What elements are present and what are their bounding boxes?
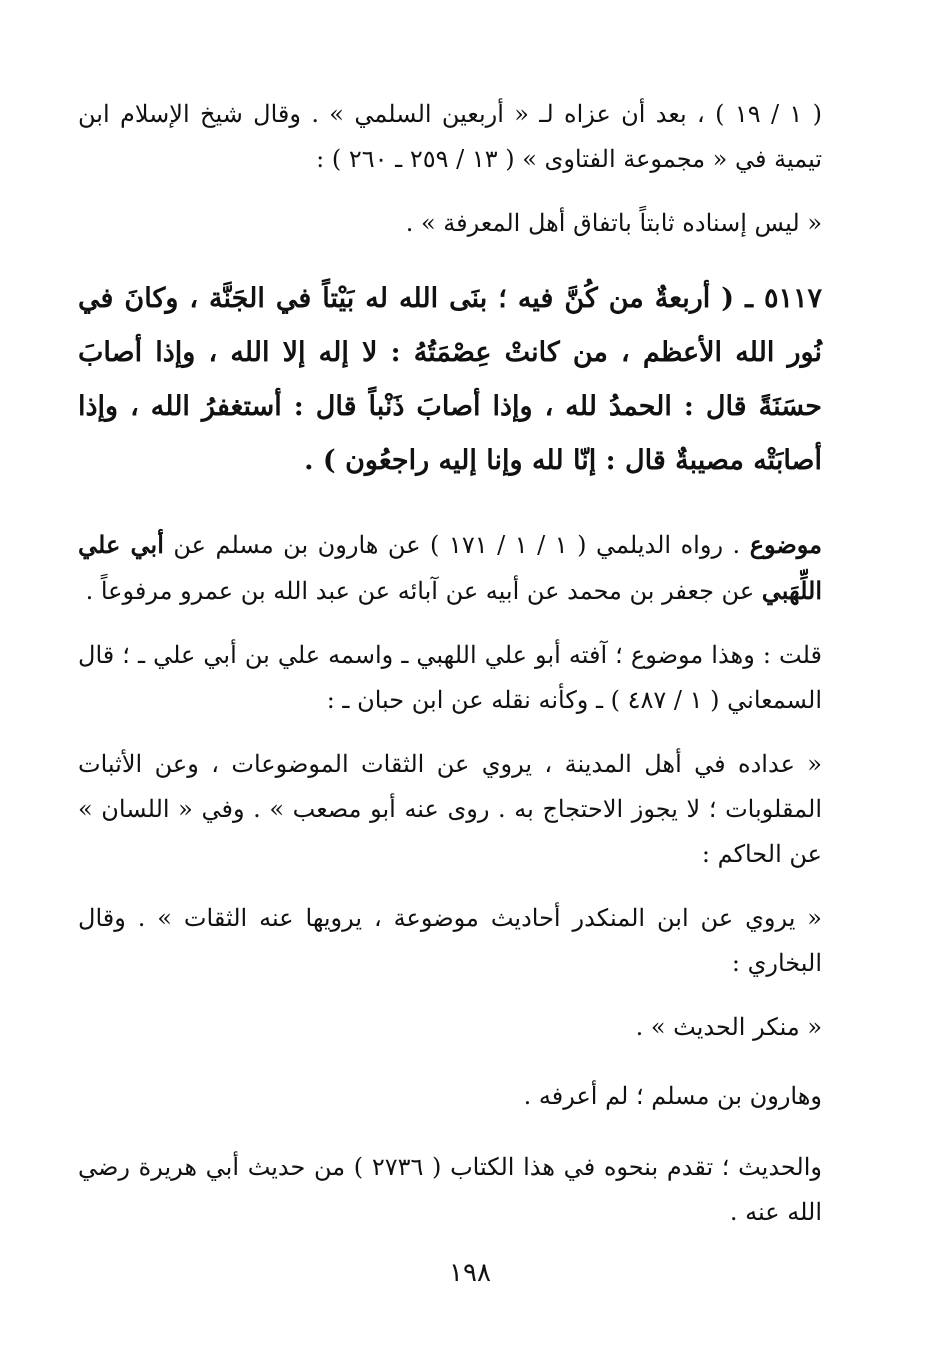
paragraph-citation-ibn-taymiyya: ( ١ / ١٩ ) ، بعد أن عزاه لـ « أربعين السلمي » . وقال شيخ الإسلام ابن تيمية في « مجموعة الفتاوى » ( ١٣ / ٢٥٩ ـ ٢٦٠ ) : xyxy=(78,100,823,173)
paragraph-quote-hakim: « يروي عن ابن المنكدر أحاديث موضوعة ، يرويها عنه الثقات » . وقال البخاري : xyxy=(78,904,822,977)
paragraph-quote-bukhari: « منكر الحديث » . xyxy=(635,1013,822,1041)
narrator-name: أبي علي اللِّهَبي xyxy=(78,530,822,605)
hadith-number: ٥١١٧ ـ xyxy=(745,283,822,314)
paragraph-harun: وهارون بن مسلم ؛ لم أعرفه . xyxy=(523,1082,822,1110)
ruling-text-b: عن جعفر بن محمد عن أبيه عن آبائه عن عبد الله بن عمرو مرفوعاً . xyxy=(85,577,762,605)
ruling-text-a: . رواه الديلمي ( ١ / ١ / ١٧١ ) عن هارون بن مسلم عن xyxy=(163,531,750,559)
paragraph-ruling xyxy=(78,522,822,614)
hadith-text: ( أربعةٌ من كُنَّ فيه ؛ بنَى الله له بَيْتاً في الجَنَّة ، وكانَ في نُور الله الأعظم ، من كانتْ عِصْمَتُهُ : لا إله إلا الله ، وإذا أصابَ حسَنَةً قال : الحمدُ لله ، وإذا أصابَ ذَنْباً قال : أستغفرُ الله ، وإذا أصابَتْه مصيبةٌ قال : إنّا لله وإنا إليه راجعُون ) . xyxy=(78,283,822,476)
paragraph-quote-isnad: « ليس إسناده ثابتاً باتفاق أهل المعرفة » . xyxy=(405,209,822,237)
paragraph-commentary: قلت : وهذا موضوع ؛ آفته أبو علي اللهبي ـ واسمه علي بن أبي علي ـ ؛ قال السمعاني ( ١ / ٤٨٧ ) ـ وكأنه نقله عن ابن حبان ـ : xyxy=(78,641,822,714)
hadith-entry xyxy=(78,272,822,488)
page-number: ١٩٨ xyxy=(449,1258,491,1288)
ruling-label: موضوع xyxy=(749,530,823,559)
paragraph-quote-samani: « عداده في أهل المدينة ، يروي عن الثقات الموضوعات ، وعن الأثبات المقلوبات ؛ لا يجوز الاحتجاج به . روى عنه أبو مصعب » . وفي « اللسان » عن الحاكم : xyxy=(78,750,822,868)
paragraph-cross-reference: والحديث ؛ تقدم بنحوه في هذا الكتاب ( ٢٧٣٦ ) من حديث أبي هريرة رضي الله عنه . xyxy=(78,1153,822,1226)
